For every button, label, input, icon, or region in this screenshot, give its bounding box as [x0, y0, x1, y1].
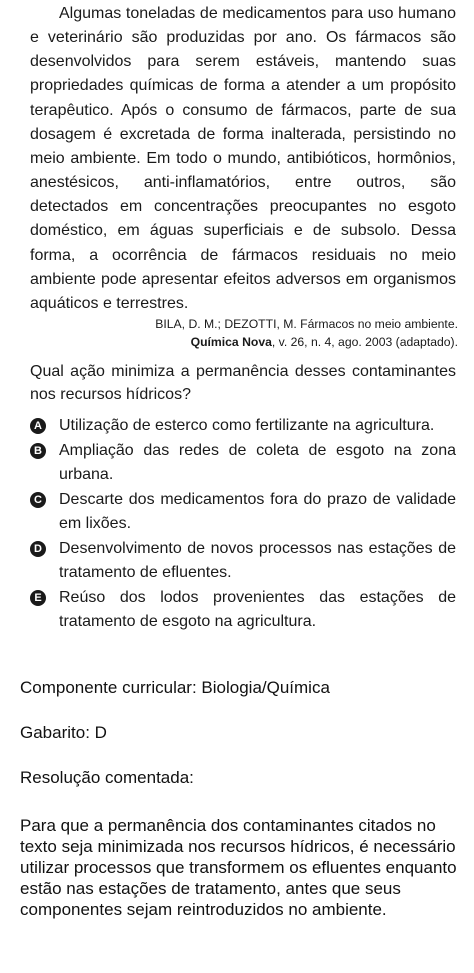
option-letter-badge: C — [30, 492, 46, 508]
passage-text: Algumas toneladas de medicamentos para uso humano e veterinário são produzidas por ano. Os fármacos são desenvolvidos para serem estáveis, mantendo suas propriedades químicas de forma a atender a um propósito terapêutico. Após o consumo de fármacos, parte de sua dosagem é excretada de forma inalterada, persistindo no meio ambiente. Em todo o mundo, antibióticos, hormônios, anestésicos, anti-inflamatórios, entre outros, são detectados em concentrações preocupantes no esgoto doméstico, em águas superficiais e de subsolo. Dessa forma, a ocorrência de fármacos residuais no meio ambiente pode apresentar efeitos adversos em organismos aquáticos e terrestres. — [30, 5, 456, 312]
option-letter-badge: D — [30, 541, 46, 557]
option-d — [30, 537, 456, 586]
question-text: Qual ação minimiza a permanência desses contaminantes nos recursos hídricos? — [30, 363, 456, 403]
citation-journal: Química Nova — [190, 335, 272, 349]
option-letter-badge: A — [30, 418, 46, 434]
citation-authors: BILA, D. M.; DEZOTTI, M. Fármacos no meio ambiente. — [155, 317, 458, 331]
option-text: Utilização de esterco como fertilizante na agricultura. — [59, 417, 435, 434]
curricular-component: Componente curricular: Biologia/Química — [20, 678, 330, 697]
option-text: Desenvolvimento de novos processos nas estações de tratamento de efluentes. — [59, 539, 456, 581]
option-c — [30, 488, 456, 537]
answer-key: Gabarito: D — [20, 723, 107, 742]
option-text: Reúso dos lodos provenientes das estações de tratamento de esgoto na agricultura. — [59, 588, 456, 630]
option-text: Descarte dos medicamentos fora do prazo de validade em lixões. — [59, 490, 456, 532]
resolution-text: Para que a permanência dos contaminantes citados no texto seja minimizada nos recursos hídricos, é necessário utilizar processos que transformem os efluentes enquanto estão nas estações de tratamento, antes que seus componentes sejam reintroduzidos no ambiente. — [20, 816, 457, 919]
option-letter-badge: B — [30, 443, 46, 459]
option-letter-badge: E — [30, 590, 46, 606]
option-b — [30, 439, 456, 488]
option-text: Ampliação das redes de coleta de esgoto na zona urbana. — [59, 441, 456, 483]
citation-details: , v. 26, n. 4, ago. 2003 (adaptado). — [271, 335, 458, 349]
option-e — [30, 586, 456, 635]
citation — [155, 315, 458, 351]
answer-options — [30, 414, 456, 635]
resolution-heading: Resolução comentada: — [20, 768, 194, 787]
option-a — [30, 414, 456, 439]
